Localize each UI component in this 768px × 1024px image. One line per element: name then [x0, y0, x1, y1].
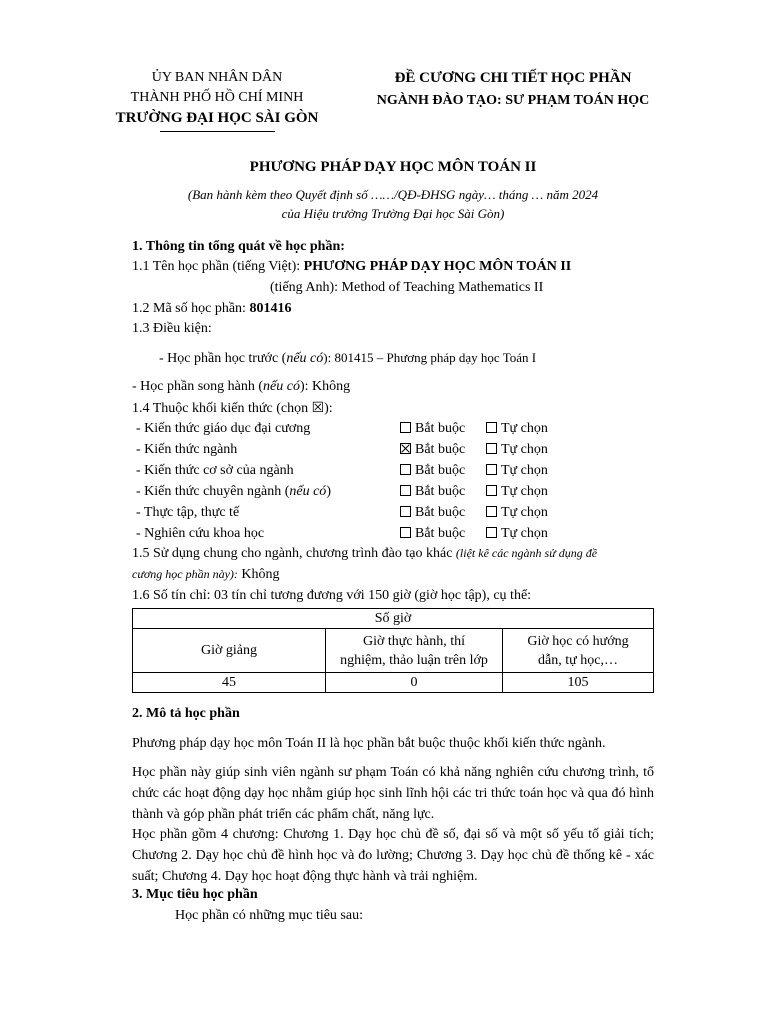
checkbox-icon — [486, 527, 497, 538]
knowledge-block-note: nếu có — [289, 484, 327, 499]
knowledge-block-suffix: ) — [326, 484, 331, 499]
checkbox-icon — [486, 485, 497, 496]
doc-major: NGÀNH ĐÀO TẠO: SƯ PHẠM TOÁN HỌC — [376, 93, 650, 108]
value-self-study: 105 — [503, 673, 654, 693]
required-label: Bắt buộc — [415, 463, 466, 478]
description-p1: Phương pháp dạy học môn Toán II là học phần bắt buộc thuộc khối kiến thức ngành. — [132, 736, 606, 751]
course-title: PHƯƠNG PHÁP DẠY HỌC MÔN TOÁN II — [249, 159, 537, 175]
knowledge-block-row — [136, 442, 237, 458]
required-option — [400, 463, 465, 479]
col-self-study-line-2: dẫn, tự học,… — [538, 652, 618, 668]
school-name: TRƯỜNG ĐẠI HỌC SÀI GÒN — [115, 110, 319, 126]
section-2-heading: 2. Mô tả học phần — [132, 706, 240, 721]
checkbox-icon — [400, 422, 411, 433]
elective-label: Tự chọn — [501, 442, 548, 457]
prereq-note: nếu có — [286, 351, 324, 366]
course-code-value: 801416 — [249, 301, 292, 316]
checkbox-icon — [400, 527, 411, 538]
prereq-suffix: ): 801415 – Phương pháp dạy học Toán I — [323, 350, 537, 365]
org-line-2: THÀNH PHỐ HỒ CHÍ MINH — [130, 90, 304, 105]
description-p3: Học phần gồm 4 chương: Chương 1. Dạy học chủ đề số, đại số và một số yếu tố giải tích; Chương 2. Dạy học chủ đề hình học và đo lường; Chương 3. Dạy học chủ đề thống kê - xác suất; Chương 4. Dạy học hoạt động thực hành và trải nghiệm. — [132, 827, 654, 884]
knowledge-block-name: - Kiến thức ngành — [136, 442, 238, 457]
knowledge-block-name: - Kiến thức giáo dục đại cương — [136, 421, 311, 436]
course-name-en-label: (tiếng Anh): — [270, 280, 342, 295]
shared-value: Không — [237, 567, 280, 582]
decree-line-2: của Hiệu trưởng Trường Đại học Sài Gòn) — [281, 206, 505, 221]
required-option — [400, 505, 465, 521]
hours-table — [132, 608, 654, 693]
course-name-en — [270, 280, 543, 296]
knowledge-block-label: 1.4 Thuộc khối kiến thức (chọn ☒): — [132, 401, 333, 416]
course-name-vi-label: 1.1 Tên học phần (tiếng Việt): — [132, 259, 304, 274]
shared-usage-cont — [132, 567, 280, 583]
course-name-en-value: Method of Teaching Mathematics II — [341, 280, 544, 295]
conditions-label: 1.3 Điều kiện: — [132, 321, 212, 336]
required-option — [400, 526, 465, 542]
required-label: Bắt buộc — [415, 442, 466, 457]
knowledge-block-row — [136, 484, 331, 500]
knowledge-block-name: - Kiến thức chuyên ngành ( — [136, 484, 290, 499]
required-label: Bắt buộc — [415, 484, 466, 499]
shared-note-2: cương học phần này): — [132, 567, 238, 581]
doc-title: ĐỀ CƯƠNG CHI TIẾT HỌC PHẦN — [394, 70, 632, 86]
elective-label: Tự chọn — [501, 463, 548, 478]
school-underline — [160, 131, 275, 132]
section-1-heading: 1. Thông tin tổng quát về học phần: — [132, 239, 345, 254]
value-practice: 0 — [326, 673, 503, 693]
checkbox-icon — [486, 506, 497, 517]
elective-label: Tự chọn — [501, 526, 548, 541]
course-code — [132, 301, 291, 317]
knowledge-block-row — [136, 421, 310, 437]
shared-label: 1.5 Sử dụng chung cho ngành, chương trình đào tạo khác — [132, 546, 456, 561]
coreq-suffix: ): Không — [299, 379, 351, 394]
objectives-intro: Học phần có những mục tiêu sau: — [175, 908, 363, 923]
elective-option — [486, 526, 548, 542]
required-option — [400, 442, 465, 458]
prereq-prefix: - Học phần học trước ( — [159, 351, 287, 366]
required-option — [400, 421, 465, 437]
col-self-study-line-1: Giờ học có hướng — [527, 633, 629, 649]
prerequisite — [159, 350, 536, 367]
section-3-heading: 3. Mục tiêu học phần — [132, 887, 258, 902]
credits-text: 1.6 Số tín chỉ: 03 tín chỉ tương đương với 150 giờ (giờ học tập), cụ thể: — [132, 588, 532, 603]
checkbox-icon — [400, 506, 411, 517]
elective-option — [486, 421, 548, 437]
shared-usage — [132, 546, 597, 562]
decree-line-1: (Ban hành kèm theo Quyết định số ……/QĐ-ĐHSG ngày… tháng … năm 2024 — [187, 187, 599, 202]
col-lecture: Giờ giảng — [133, 629, 326, 673]
elective-label: Tự chọn — [501, 484, 548, 499]
value-lecture: 45 — [133, 673, 326, 693]
checkbox-icon — [486, 422, 497, 433]
knowledge-block-row — [136, 526, 264, 542]
knowledge-block-name: - Nghiên cứu khoa học — [136, 526, 265, 541]
knowledge-block-name: - Kiến thức cơ sở của ngành — [136, 463, 294, 478]
elective-option — [486, 442, 548, 458]
elective-option — [486, 463, 548, 479]
elective-label: Tự chọn — [501, 505, 548, 520]
checkbox-icon — [400, 464, 411, 475]
corequisite — [132, 379, 350, 395]
org-line-1: ỦY BAN NHÂN DÂN — [151, 70, 283, 85]
coreq-note: nếu có — [263, 379, 300, 394]
shared-note-1: (liệt kê các ngành sử dụng đề — [455, 546, 598, 560]
checkbox-icon — [486, 464, 497, 475]
knowledge-block-row — [136, 463, 294, 479]
knowledge-block-row — [136, 505, 239, 521]
col-practice-line-2: nghiệm, thảo luận trên lớp — [340, 652, 488, 668]
knowledge-block-name: - Thực tập, thực tế — [136, 505, 240, 520]
course-name-vi-value: PHƯƠNG PHÁP DẠY HỌC MÔN TOÁN II — [303, 259, 572, 274]
description-p2: Học phần này giúp sinh viên ngành sư phạm Toán có khả năng nghiên cứu chương trình, tổ chức các hoạt động dạy học nhằm giúp học sinh lĩnh hội các tri thức toán học và qua đó hình thành và góp phần phát triển các phẩm chất, năng lực. — [132, 765, 654, 822]
required-label: Bắt buộc — [415, 526, 466, 541]
col-self-study — [503, 629, 654, 673]
coreq-prefix: - Học phần song hành ( — [132, 379, 264, 394]
elective-option — [486, 484, 548, 500]
checked-box-icon — [400, 443, 411, 454]
checkbox-icon — [486, 443, 497, 454]
required-option — [400, 484, 465, 500]
required-label: Bắt buộc — [415, 505, 466, 520]
required-label: Bắt buộc — [415, 421, 466, 436]
col-practice-line-1: Giờ thực hành, thí — [362, 633, 466, 649]
elective-label: Tự chọn — [501, 421, 548, 436]
col-practice — [326, 629, 503, 673]
elective-option — [486, 505, 548, 521]
course-name-vi — [132, 259, 571, 275]
hours-header: Số giờ — [133, 609, 654, 629]
course-code-label: 1.2 Mã số học phần: — [132, 301, 250, 316]
checkbox-icon — [400, 485, 411, 496]
